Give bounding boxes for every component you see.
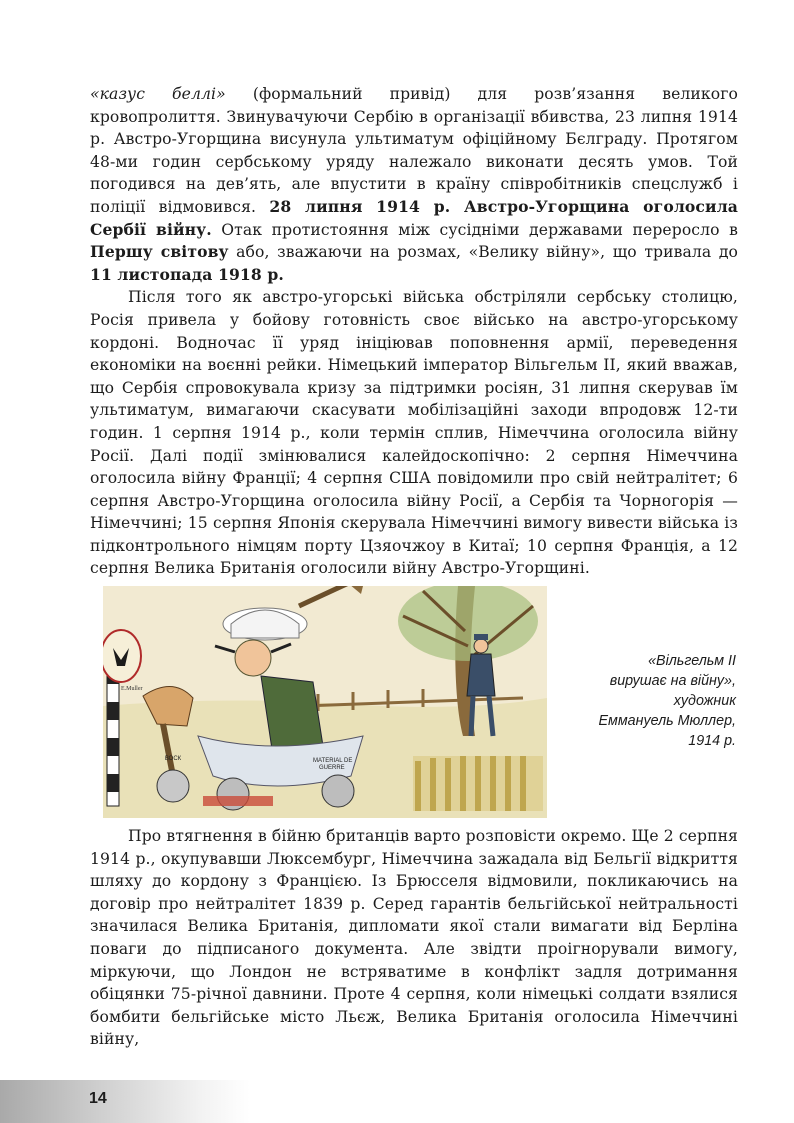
casus-belli-term: «казус беллі» bbox=[90, 85, 226, 103]
main-text-top bbox=[90, 83, 738, 580]
paragraph-events-chronology: Після того як австро-угорські війська обстріляли сербську столицю, Росія привела у бойову готовність своє військо на австро-угорському кордоні. Водночас її уряд ініціював поповнення армії, переведення економіки на воєнні рейки. Німецький імператор Вільгельм ІІ, який вважав, що Сербія спровокувала кризу за підтримки росіян, 31 липня скерував їм ультиматум, вимагаючи скасувати мобілізаційні заходи впродовж 12-ти годин. 1 серпня 1914 р., коли термін сплив, Німеччина оголосила війну Росії. Далі події змінювалися калейдоскопічно: 2 серпня Німеччина оголосила війну Франції; 4 серпня США повідомили про свій нейтралітет; 6 серпня Австро-Угорщина оголосила війну Росії, а Сербія та Чорногорія — Німеччині; 15 серпня Японія скерувала Німеччині вимогу вивести війська із підконтрольного німцям порту Цзяочжоу в Китаї; 10 серпня Франція, а 12 серпня Велика Британія оголосили війну Австро-Угорщині. bbox=[90, 288, 738, 578]
artist-signature: E.Muller bbox=[121, 686, 143, 692]
page-number: 14 bbox=[89, 1090, 107, 1107]
marching-soldiers bbox=[413, 756, 543, 811]
footer-band bbox=[0, 1080, 250, 1123]
paragraph-text: Отак протистояння між сусідніми державами переросло в bbox=[211, 220, 738, 239]
end-date-highlight: 11 листопада 1918 р. bbox=[90, 264, 284, 284]
paragraph-text: або, зважаючи на розмах, «Велику війну», що тривала до bbox=[228, 243, 739, 262]
paragraph-casus-belli bbox=[90, 83, 738, 286]
caption-line: вирушає на війну», bbox=[609, 673, 736, 689]
cartoon-illustration bbox=[103, 586, 547, 818]
box-label-line2: GUERRE bbox=[319, 765, 345, 771]
paragraph-text: (формальний привід) для розв’язання великого кровопролиття. Звинувачуючи Сербію в організації вбивства, 23 липня 1914 р. Австро-Угорщина висунула ультиматум офіційному Бєлграду. Протягом 48-ми годин сербському уряду належало виконати десять умов. Той погодився на дев’ять, але впустити в країну співробітників спецслужб і поліції відмовився. bbox=[90, 85, 738, 216]
caption-line: Еммануель Мюллер, bbox=[598, 713, 736, 729]
war-declared-highlight: 28 липня 1914 р. Австро-Угорщина оголосила Сербії війну. bbox=[90, 196, 738, 239]
horse-label: ВОСК bbox=[164, 756, 182, 762]
figure-caption bbox=[566, 651, 736, 751]
first-world-war-highlight: Першу світову bbox=[90, 242, 229, 262]
caption-line: 1914 р. bbox=[688, 733, 736, 749]
box-label-line1: MATERIAL DE bbox=[313, 758, 353, 764]
caption-line: художник bbox=[673, 693, 736, 709]
caption-line: «Вільгельм ІІ bbox=[648, 653, 736, 669]
paragraph-britain-entry: Про втягнення в бійню британців варто розповісти окремо. Ще 2 серпня 1914 р., окупувавши Люксембург, Німеччина зажадала від Бельгії відкриття шляху до кордону з Францією. Із Брюсселя відмовили, покликаючись на договір про нейтралітет 1839 р. Серед гарантів бельгійської нейтральності значилася Велика Британія, дипломати якої стали вимагати від Берліна поваги до підписаного документа. Але звідти проігнорували вимогу, міркуючи, що Лондон не встряватиме в конфлікт задля дотримання обіцянки 75-річної давнини. Проте 4 серпня, коли німецькі солдати взялися бомбити бельгійське місто Льєж, Велика Британія оголосила Німеччині війну, bbox=[90, 827, 738, 1049]
main-text-bottom bbox=[90, 825, 738, 1051]
